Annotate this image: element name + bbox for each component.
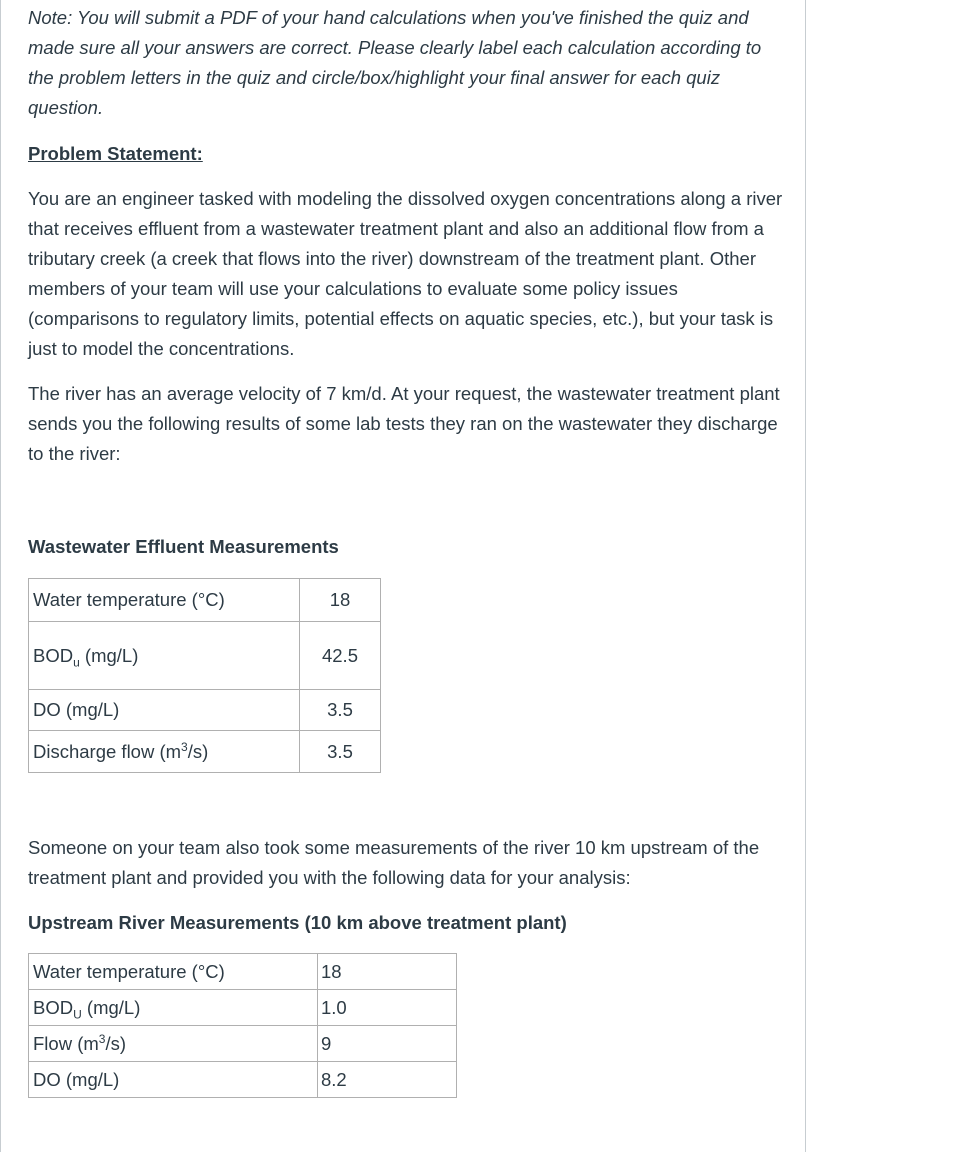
table-row [29,990,457,1026]
table-cell-label: DO (mg/L) [29,1062,318,1098]
table-cell-value: 1.0 [318,990,457,1026]
table-cell-value: 18 [300,579,381,622]
table-cell-label: $BOD_U$ (mg/L) [29,990,318,1026]
effluent-table-title: Wastewater Effluent Measurements [28,536,339,557]
problem-paragraph-1: You are an engineer tasked with modeling the dissolved oxygen concentrations along a river that receives effluent from a wastewater treatment plant and also an additional flow from a tributary creek (a creek that flows into the river) downstream of the treatment plant. Other members of your team will use your calculations to evaluate some policy issues (comparisons to regulatory limits, potential effects on aquatic species, etc.), but your task is just to model the concentrations. [28,188,783,359]
table-cell-label: Flow $(m^3/s)$ [29,1026,318,1062]
problem-paragraph-3: Someone on your team also took some measurements of the river 10 km upstream of the treatment plant and provided you with the following data for your analysis: [28,837,760,888]
table-row [29,954,457,990]
table-row [29,1026,457,1062]
table-row [29,1062,457,1098]
table-row [29,731,381,773]
upstream-table-title: Upstream River Measurements (10 km above treatment plant) [28,912,567,933]
table-cell-label: $BOD_u$ (mg/L) [29,622,300,690]
table-cell-value: 3.5 [300,690,381,731]
effluent-table [28,578,381,773]
problem-statement-heading: Problem Statement: [28,143,203,164]
table-cell-label: Water temperature (°C) [29,579,300,622]
table-row [29,579,381,622]
table-row [29,622,381,690]
table-cell-label: DO (mg/L) [29,690,300,731]
problem-paragraph-2: The river has an average velocity of 7 km/d. At your request, the wastewater treatment plant sends you the following results of some lab tests they ran on the wastewater they discharge to the river: [28,383,780,464]
table-cell-label: Water temperature (°C) [29,954,318,990]
table-cell-value: 3.5 [300,731,381,773]
upstream-table [28,953,457,1098]
table-row [29,690,381,731]
table-cell-value: 8.2 [318,1062,457,1098]
table-cell-value: 18 [318,954,457,990]
table-cell-label: Discharge flow $(m^3/s)$ [29,731,300,773]
submission-note: Note: You will submit a PDF of your hand calculations when you've finished the quiz and made sure all your answers are correct. Please clearly label each calculation according to the problem letters in the quiz and circle/box/highlight your final answer for each quiz question. [28,7,762,118]
table-cell-value: 42.5 [300,622,381,690]
table-cell-value: 9 [318,1026,457,1062]
quiz-content [28,0,788,1098]
